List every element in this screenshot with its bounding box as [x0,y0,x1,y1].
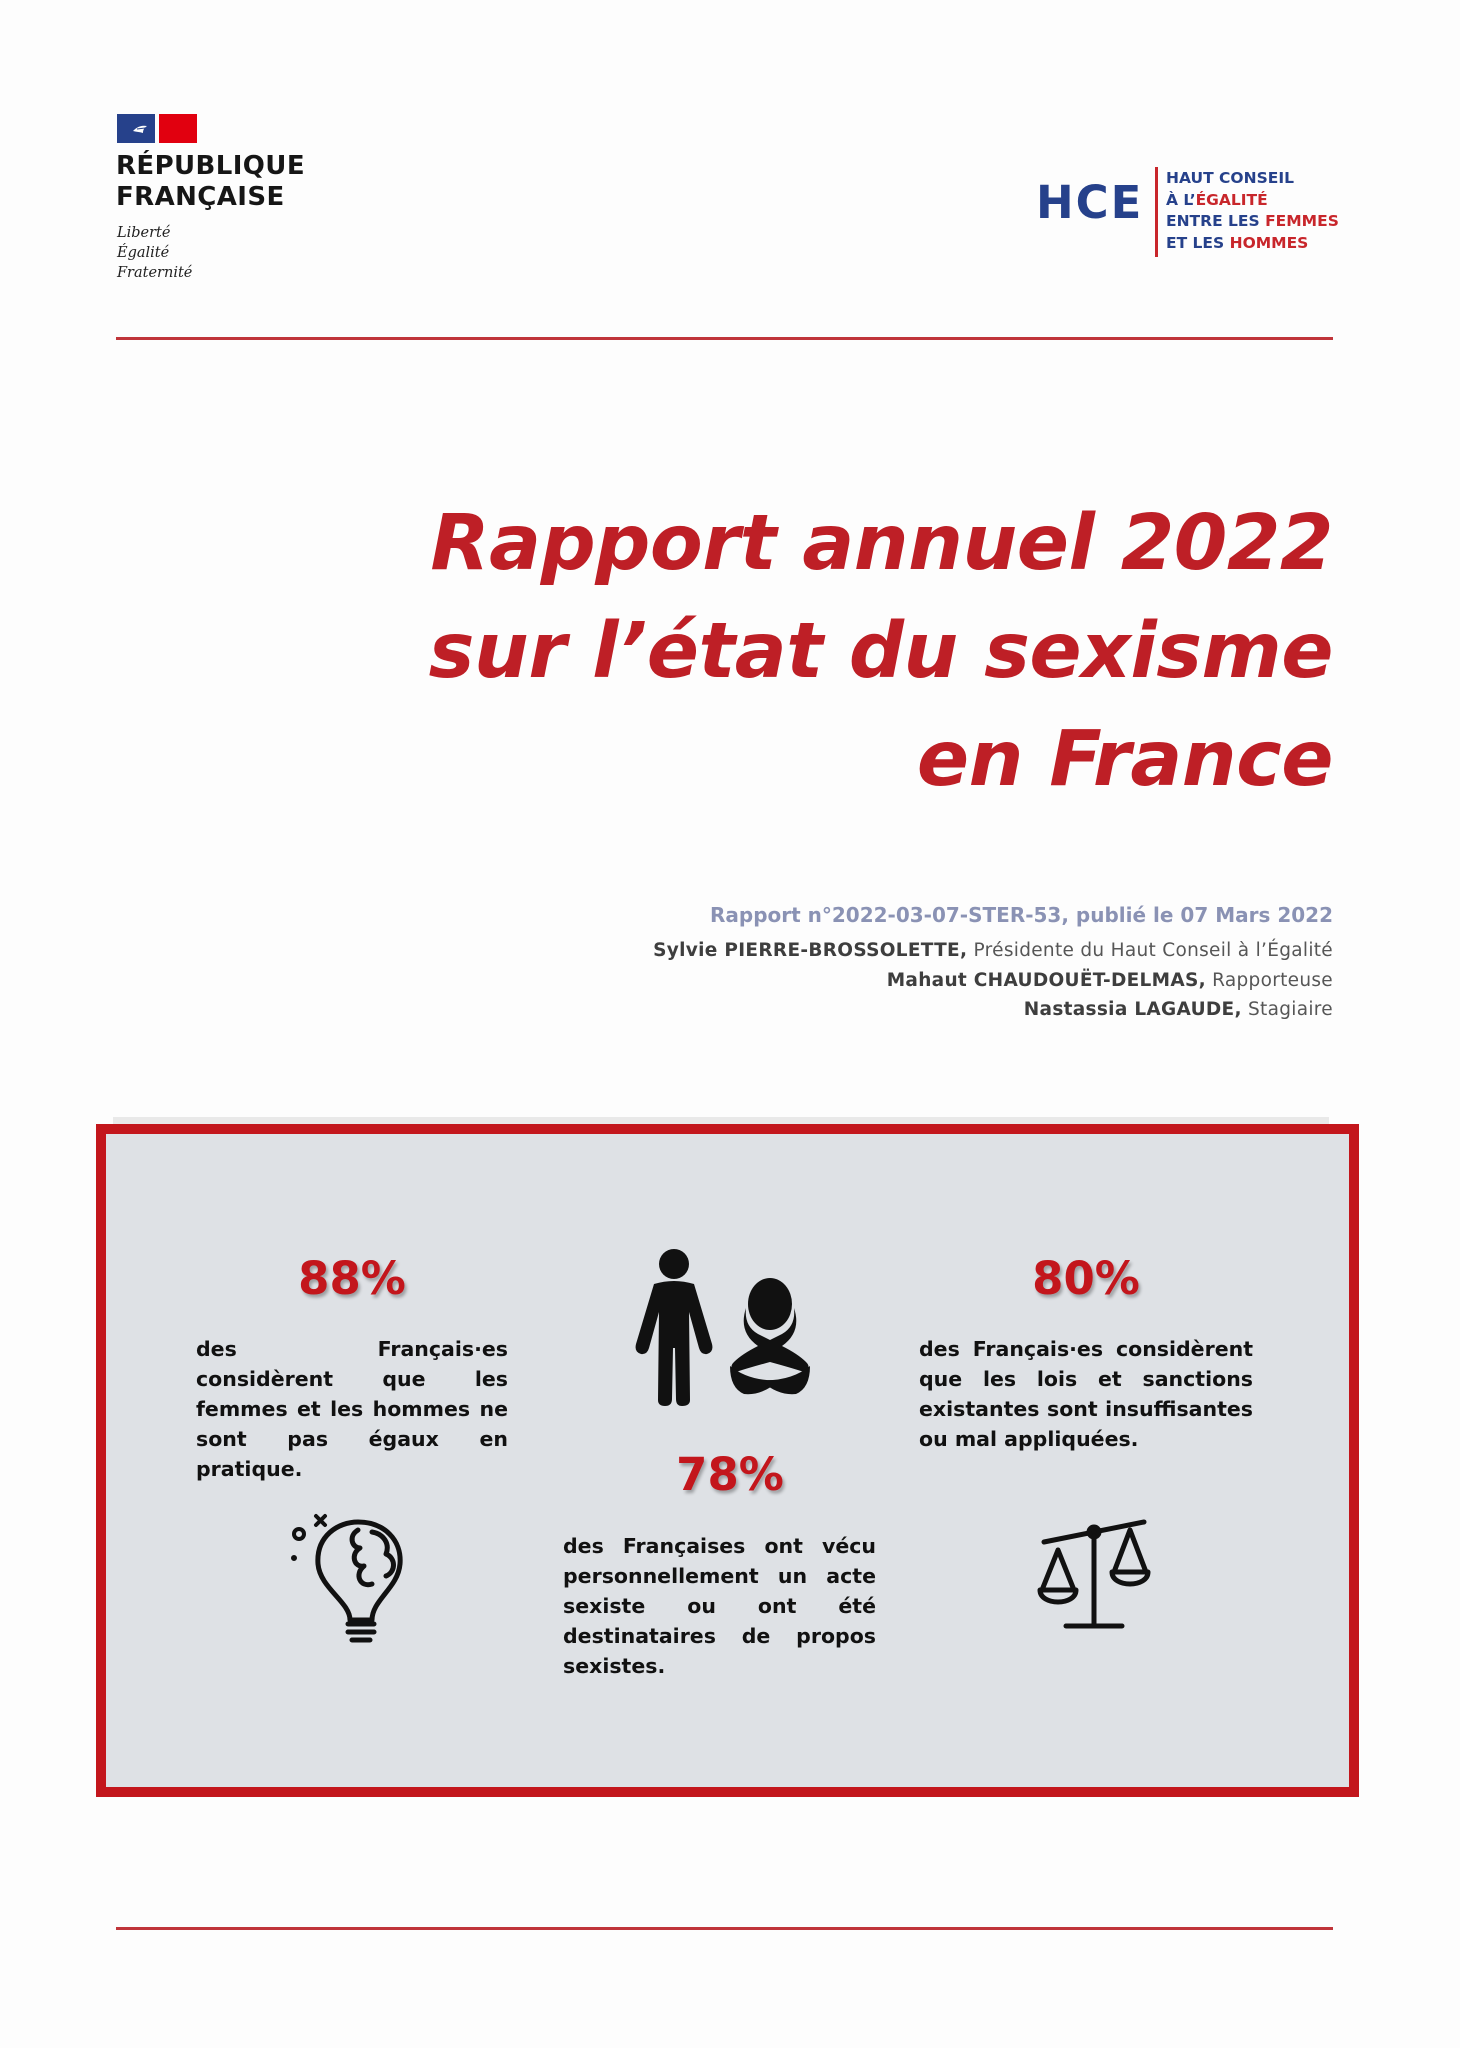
stat-78-percent: 78% [676,1448,784,1501]
stat-88-text: des Français·es considèrent que les femmes et les hommes ne sont pas égaux en pratique. [196,1337,508,1481]
republic-motto [117,223,192,283]
title-line-1: Rapport annuel 2022 [430,499,1333,588]
motto-fraternite: Fraternité [117,265,193,281]
header-divider [116,337,1333,340]
report-title [429,490,1333,814]
stat-78-text: des Françaises ont vécu personnellement un acte sexiste ou ont été destinataires de propos sexistes. [563,1534,876,1678]
title-line-3: en France [916,715,1333,804]
republic-line-1: RÉPUBLIQUE [116,151,305,181]
hce-logo-divider [1155,167,1158,257]
footer-divider [116,1927,1333,1930]
republic-line-2: FRANÇAISE [116,182,285,212]
republique-flag-logo [117,114,197,143]
people-icon [630,1248,816,1406]
report-meta [653,900,1333,1025]
stat-80-percent: 80% [1032,1252,1140,1305]
stat-88-percent: 88% [298,1252,406,1305]
scales-icon [1036,1514,1152,1634]
motto-egalite: Égalité [117,245,170,261]
motto-liberte: Liberté [117,225,171,241]
hce-logo-letters: HCE [1036,176,1144,229]
author-line: Nastassia LAGAUDE, Stagiaire [1023,999,1333,1020]
hce-name-line-1: HAUT CONSEIL [1166,169,1294,187]
hce-logo-name [1166,168,1339,254]
stat-80-text: des Français·es considèrent que les lois et sanctions existantes sont insuffisantes ou mal appliquées. [919,1337,1253,1451]
author-line: Mahaut CHAUDOUËT-DELMAS, Rapporteuse [886,969,1333,991]
marianne-icon [131,119,153,137]
republique-francaise-wordmark [116,151,305,213]
hce-name-line-2: À L’ÉGALITÉ [1166,190,1268,209]
hce-name-line-3: ENTRE LES FEMMES [1166,212,1339,230]
report-reference: Rapport n°2022-03-07-STER-53, publié le 07 Mars 2022 [709,903,1333,927]
title-line-2: sur l’état du sexisme [428,607,1333,696]
hce-name-line-4: ET LES HOMMES [1166,233,1309,252]
lightbulb-brain-icon [288,1502,418,1647]
author-line: Sylvie PIERRE-BROSSOLETTE, Présidente du Haut Conseil à l’Égalité [653,940,1333,961]
